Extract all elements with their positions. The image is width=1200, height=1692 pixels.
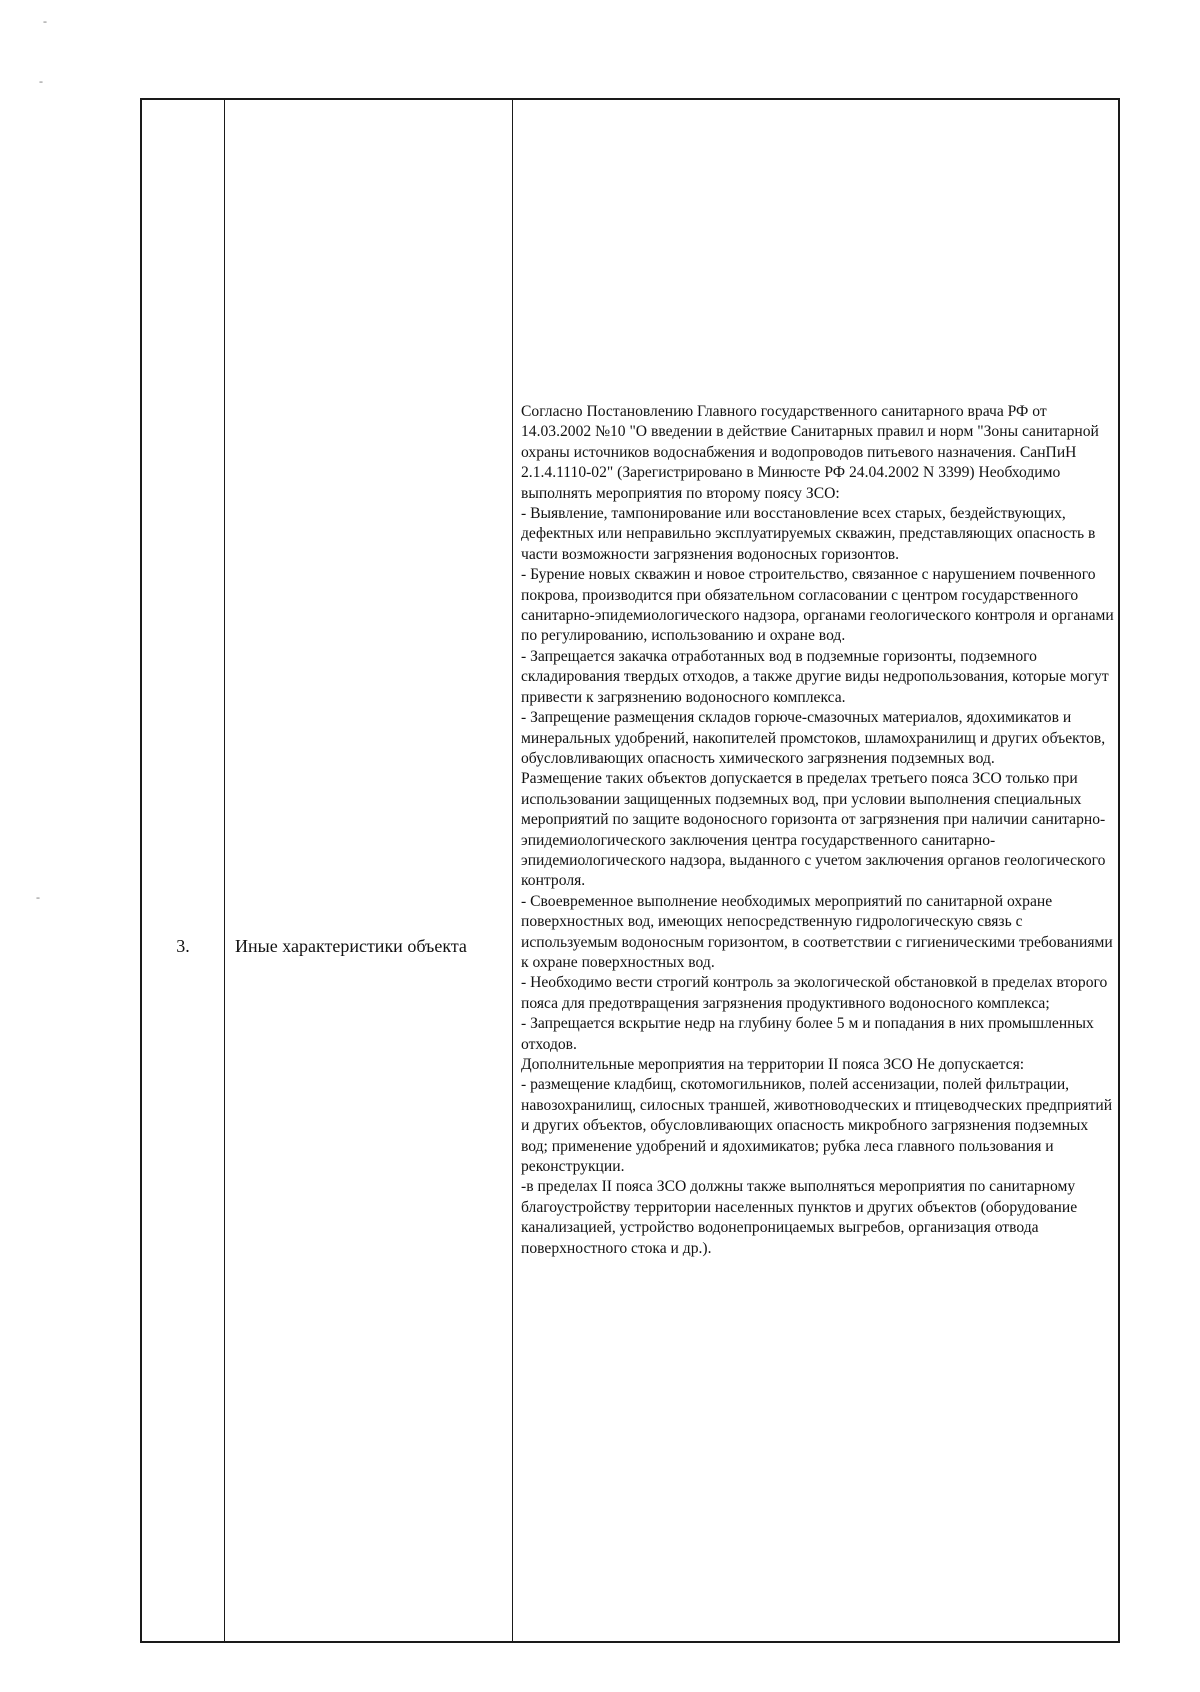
margin-mark: - <box>39 74 43 88</box>
document-table <box>140 98 1120 1643</box>
column-divider <box>224 100 225 1641</box>
content-paragraph: -в пределах II пояса ЗСО должны также выполняться мероприятия по санитарному благоустройству территории населенных пунктов и других объектов (оборудование канализацией, устройство водонепроницаемых выгребов, организация отвода поверхностного стока и др.). <box>521 1178 1078 1257</box>
row-label: Иные характеристики объекта <box>235 936 467 956</box>
row-content <box>521 402 1116 1259</box>
content-paragraph: - Необходимо вести строгий контроль за экологической обстановкой в пределах второго пояса для предотвращения загрязнения продуктивного водоносного комплекса; <box>521 974 1108 1012</box>
content-paragraph: Согласно Постановлению Главного государственного санитарного врача РФ от 14.03.2002 №10 "О введении в действие Санитарных правил и норм "Зоны санитарной охраны источников водоснабжения и водопроводов питьевого назначения. СанПиН 2.1.4.1110-02" (Зарегистрировано в Минюсте РФ 24.04.2002 N 3399) Необходимо выполнять мероприятия по второму поясу ЗСО: <box>521 403 1099 502</box>
margin-mark: - <box>43 14 47 28</box>
content-paragraph: - размещение кладбищ, скотомогильников, полей ассенизации, полей фильтрации, навозохранилищ, силосных траншей, животноводческих и птицеводческих предприятий и других объектов, обусловливающих опасность микробного загрязнения подземных вод; применение удобрений и ядохимикатов; рубка леса главного пользования и реконструкции. <box>521 1076 1113 1176</box>
content-paragraph: - Бурение новых скважин и новое строительство, связанное с нарушением почвенного покрова, производится при обязательном согласовании с центром государственного санитарно-эпидемиологического надзора, органами геологического контроля и органами по регулированию, использованию и охране вод. <box>521 566 1114 645</box>
content-paragraph: - Своевременное выполнение необходимых мероприятий по санитарной охране поверхностных вод, имеющих непосредственную гидрологическую связь с используемым водоносным горизонтом, в соответствии с гигиеническими требованиями к охране поверхностных вод. <box>521 892 1113 971</box>
content-paragraph: Размещение таких объектов допускается в пределах третьего пояса ЗСО только при использовании защищенных подземных вод, при условии выполнения специальных мероприятий по защите водоносного горизонта от загрязнения при наличии санитарно-эпидемиологического заключения центра государственного санитарно-эпидемиологического надзора, выданного с учетом заключения органов геологического контроля. <box>521 770 1106 890</box>
row-number: 3. <box>176 936 190 956</box>
content-paragraph: Дополнительные мероприятия на территории II пояса ЗСО Не допускается: <box>521 1056 1025 1073</box>
content-paragraph: - Запрещается вскрытие недр на глубину более 5 м и попадания в них промышленных отходов. <box>521 1015 1094 1053</box>
content-paragraph: - Выявление, тампонирование или восстановление всех старых, бездействующих, дефектных или неправильно эксплуатируемых скважин, представляющих опасность в части возможности загрязнения водоносных горизонтов. <box>521 505 1096 563</box>
margin-mark: - <box>36 890 40 904</box>
column-divider <box>512 100 513 1641</box>
content-paragraph: - Запрещается закачка отработанных вод в подземные горизонты, подземного складирования твердых отходов, а также другие виды недропользования, которые могут привести к загрязнению водоносного комплекса. <box>521 647 1109 706</box>
content-paragraph: - Запрещение размещения складов горюче-смазочных материалов, ядохимикатов и минеральных удобрений, накопителей промстоков, шламохранилищ и других объектов, обусловливающих опасность химического загрязнения подземных вод. <box>521 709 1106 767</box>
